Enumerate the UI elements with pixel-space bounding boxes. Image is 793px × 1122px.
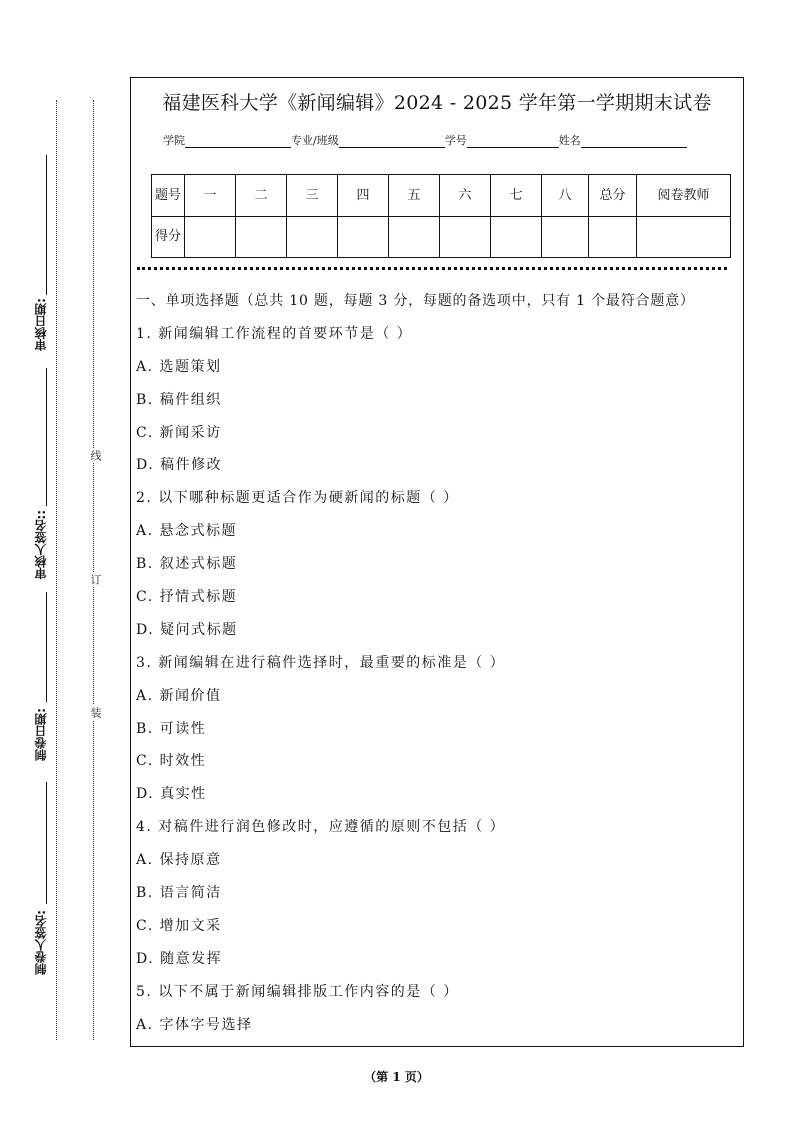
question-line: 4. 对稿件进行润色修改时，应遵循的原则不包括（ ） [136, 819, 506, 836]
option-line: A. 保持原意 [136, 852, 222, 869]
option-line: A. 新闻价值 [136, 687, 222, 704]
score-cell[interactable] [185, 217, 236, 258]
name-label: 姓名 [558, 134, 581, 147]
header-cell: 八 [542, 175, 589, 217]
maker-sign-blank [46, 782, 47, 904]
option-line: A. 字体字号选择 [136, 1016, 253, 1033]
score-label: 得分 [152, 217, 185, 258]
option-line: C. 新闻采访 [136, 424, 222, 441]
dotted-guide-left [56, 100, 57, 1040]
college-field[interactable] [185, 135, 291, 148]
header-cell: 七 [491, 175, 542, 217]
score-cell[interactable] [236, 217, 287, 258]
option-line: A. 选题策划 [136, 358, 222, 375]
score-cell[interactable] [491, 217, 542, 258]
question-line: 2. 以下哪种标题更适合作为硬新闻的标题（ ） [136, 490, 459, 507]
question-list [136, 290, 736, 1046]
option-line: B. 语言简洁 [136, 885, 222, 902]
question-number-label: 题号 [152, 175, 185, 217]
header-cell: 六 [440, 175, 491, 217]
bind-mark: 订 [89, 574, 102, 585]
option-line: A. 悬念式标题 [136, 523, 238, 540]
option-line: D. 真实性 [136, 786, 207, 803]
make-date-blank [46, 592, 47, 702]
option-line: B. 稿件组织 [136, 391, 222, 408]
line-mark: 线 [89, 450, 102, 461]
option-line: B. 可读性 [136, 720, 207, 737]
option-line: D. 随意发挥 [136, 950, 223, 967]
dotted-separator [137, 267, 727, 270]
option-line: C. 时效性 [136, 753, 207, 770]
score-table-score-row [152, 217, 731, 258]
score-cell[interactable] [440, 217, 491, 258]
option-line: C. 抒情式标题 [136, 589, 238, 606]
score-cell[interactable] [542, 217, 589, 258]
score-cell[interactable] [589, 217, 637, 258]
exam-title: 福建医科大学《新闻编辑》2024 - 2025 学年第一学期期末试卷 [162, 92, 712, 114]
student-info-row [163, 132, 687, 148]
major-class-label: 专业/班级 [291, 134, 339, 147]
score-cell[interactable] [637, 217, 731, 258]
student-id-label: 学号 [444, 134, 467, 147]
header-cell: 二 [236, 175, 287, 217]
question-line: 5. 以下不属于新闻编辑排版工作内容的是（ ） [136, 983, 459, 1000]
section-heading: 一、单项选择题（总共 10 题，每题 3 分，每题的备选项中，只有 1 个最符合题意） [136, 293, 695, 309]
score-cell[interactable] [338, 217, 389, 258]
page-number: （第 1 页） [364, 1070, 429, 1084]
question-line: 1. 新闻编辑工作流程的首要环节是（ ） [136, 325, 413, 342]
header-cell: 阅卷教师 [637, 175, 731, 217]
review-date-blank [46, 155, 47, 295]
header-cell: 五 [389, 175, 440, 217]
name-field[interactable] [581, 135, 687, 148]
student-id-field[interactable] [467, 135, 559, 148]
college-label: 学院 [163, 134, 185, 147]
option-line: D. 稿件修改 [136, 457, 223, 474]
header-cell: 三 [287, 175, 338, 217]
score-table-header-row [152, 175, 731, 217]
reviewer-sign-label: 审核人签名:: [34, 510, 48, 580]
exam-paper [130, 77, 744, 1047]
option-line: C. 增加文采 [136, 917, 222, 934]
maker-sign-label: 制卷人签名: [34, 910, 48, 975]
seal-mark: 装 [89, 707, 102, 718]
option-line: D. 疑问式标题 [136, 621, 238, 638]
header-cell: 一 [185, 175, 236, 217]
score-table [151, 174, 731, 258]
make-date-label: 制卷日期: [34, 708, 48, 761]
major-class-field[interactable] [339, 135, 445, 148]
score-cell[interactable] [287, 217, 338, 258]
review-date-label: 审核日期: [34, 298, 48, 351]
question-line: 3. 新闻编辑在进行稿件选择时，最重要的标准是（ ） [136, 654, 506, 671]
dotted-cut-line [93, 100, 94, 1040]
header-cell: 总分 [589, 175, 637, 217]
header-cell: 四 [338, 175, 389, 217]
option-line: B. 叙述式标题 [136, 556, 238, 573]
reviewer-sign-blank [46, 368, 47, 506]
score-cell[interactable] [389, 217, 440, 258]
